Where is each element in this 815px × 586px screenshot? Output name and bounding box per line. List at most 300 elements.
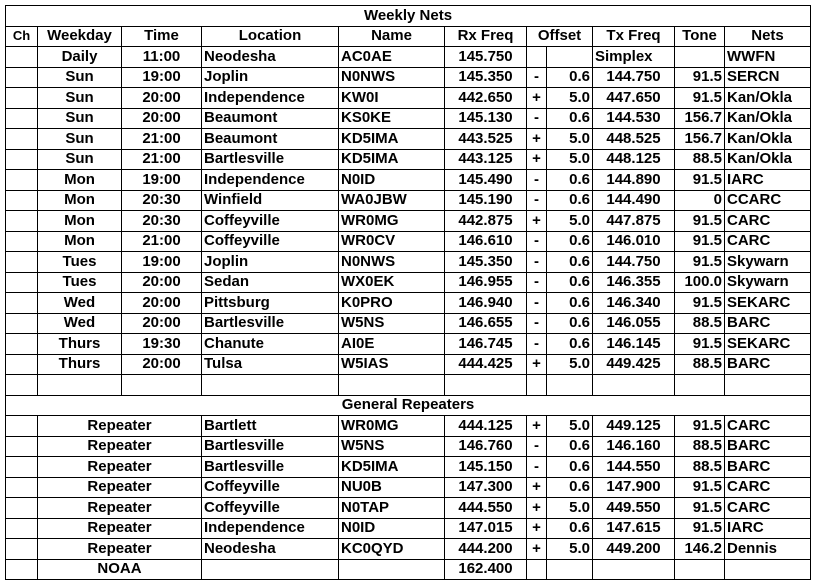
tx-freq-cell: 447.875 bbox=[593, 211, 675, 232]
tone-cell: 156.7 bbox=[675, 108, 725, 129]
weekday-cell: Thurs bbox=[38, 354, 122, 375]
tx-freq-cell: 146.340 bbox=[593, 293, 675, 314]
weekday-cell: Mon bbox=[38, 231, 122, 252]
weekday-cell: Mon bbox=[38, 190, 122, 211]
tx-freq-cell: 448.125 bbox=[593, 149, 675, 170]
net-cell: IARC bbox=[725, 518, 811, 539]
rx-freq-cell: 145.350 bbox=[445, 67, 527, 88]
tone-cell: 91.5 bbox=[675, 67, 725, 88]
ch-cell bbox=[6, 67, 38, 88]
net-cell: SEKARC bbox=[725, 334, 811, 355]
tx-freq-cell: 144.550 bbox=[593, 457, 675, 478]
tone-cell: 88.5 bbox=[675, 313, 725, 334]
table-row bbox=[6, 477, 811, 498]
offset-value-cell: 0.6 bbox=[547, 108, 593, 129]
tone-cell bbox=[675, 375, 725, 396]
callsign-cell: KD5IMA bbox=[339, 457, 445, 478]
offset-sign-cell: + bbox=[527, 416, 547, 437]
tx-freq-cell: 144.490 bbox=[593, 190, 675, 211]
location-cell: Bartlesville bbox=[202, 457, 339, 478]
offset-sign-cell: - bbox=[527, 457, 547, 478]
tx-freq-cell: 144.750 bbox=[593, 252, 675, 273]
location-cell: Pittsburg bbox=[202, 293, 339, 314]
table-row bbox=[6, 149, 811, 170]
callsign-cell bbox=[339, 559, 445, 580]
tone-cell bbox=[675, 559, 725, 580]
offset-sign-cell: - bbox=[527, 313, 547, 334]
offset-value-cell: 0.6 bbox=[547, 170, 593, 191]
column-header-time: Time bbox=[122, 26, 202, 47]
offset-sign-cell: + bbox=[527, 539, 547, 560]
net-cell: Kan/Okla bbox=[725, 129, 811, 150]
callsign-cell: W5NS bbox=[339, 436, 445, 457]
rx-freq-cell: 146.745 bbox=[445, 334, 527, 355]
column-header-tx-freq: Tx Freq bbox=[593, 26, 675, 47]
tone-cell bbox=[675, 47, 725, 68]
column-header-ch: Ch bbox=[6, 26, 38, 47]
time-cell: 20:00 bbox=[122, 354, 202, 375]
repeater-type-cell: Repeater bbox=[38, 518, 202, 539]
time-cell: 19:00 bbox=[122, 67, 202, 88]
table-row bbox=[6, 88, 811, 109]
general-repeaters-title: General Repeaters bbox=[6, 395, 811, 416]
time-cell: 20:00 bbox=[122, 313, 202, 334]
net-cell: CARC bbox=[725, 477, 811, 498]
ch-cell bbox=[6, 539, 38, 560]
net-cell: CARC bbox=[725, 416, 811, 437]
time-cell: 20:30 bbox=[122, 190, 202, 211]
location-cell bbox=[202, 559, 339, 580]
table-row bbox=[6, 518, 811, 539]
offset-value-cell: 5.0 bbox=[547, 149, 593, 170]
offset-sign-cell bbox=[527, 47, 547, 68]
location-cell: Independence bbox=[202, 170, 339, 191]
offset-value-cell: 0.6 bbox=[547, 231, 593, 252]
rx-freq-cell: 145.130 bbox=[445, 108, 527, 129]
tone-cell: 91.5 bbox=[675, 416, 725, 437]
rx-freq-cell: 442.875 bbox=[445, 211, 527, 232]
net-cell: IARC bbox=[725, 170, 811, 191]
weekday-cell: Tues bbox=[38, 252, 122, 273]
tx-freq-cell: 144.750 bbox=[593, 67, 675, 88]
time-cell: 21:00 bbox=[122, 129, 202, 150]
ch-cell bbox=[6, 498, 38, 519]
location-cell: Joplin bbox=[202, 252, 339, 273]
weekday-cell: Mon bbox=[38, 170, 122, 191]
callsign-cell: K0PRO bbox=[339, 293, 445, 314]
tx-freq-cell: 147.615 bbox=[593, 518, 675, 539]
net-cell: BARC bbox=[725, 313, 811, 334]
net-cell: WWFN bbox=[725, 47, 811, 68]
table-row bbox=[6, 457, 811, 478]
offset-sign-cell: - bbox=[527, 252, 547, 273]
location-cell: Beaumont bbox=[202, 108, 339, 129]
net-cell: BARC bbox=[725, 457, 811, 478]
repeater-type-cell: Repeater bbox=[38, 539, 202, 560]
ch-cell bbox=[6, 375, 38, 396]
rx-freq-cell: 145.190 bbox=[445, 190, 527, 211]
time-cell: 19:00 bbox=[122, 252, 202, 273]
tx-freq-cell: 449.200 bbox=[593, 539, 675, 560]
nets-table-body bbox=[6, 6, 811, 580]
offset-value-cell: 0.6 bbox=[547, 457, 593, 478]
offset-sign-cell: - bbox=[527, 293, 547, 314]
offset-sign-cell: - bbox=[527, 170, 547, 191]
table-row bbox=[6, 272, 811, 293]
location-cell: Independence bbox=[202, 518, 339, 539]
location-cell: Coffeyville bbox=[202, 477, 339, 498]
tone-cell: 91.5 bbox=[675, 518, 725, 539]
net-cell bbox=[725, 375, 811, 396]
tone-cell: 88.5 bbox=[675, 149, 725, 170]
ch-cell bbox=[6, 170, 38, 191]
callsign-cell: KD5IMA bbox=[339, 149, 445, 170]
rx-freq-cell: 146.955 bbox=[445, 272, 527, 293]
tone-cell: 91.5 bbox=[675, 252, 725, 273]
offset-value-cell bbox=[547, 375, 593, 396]
tone-cell: 91.5 bbox=[675, 477, 725, 498]
table-row bbox=[6, 313, 811, 334]
time-cell: 21:00 bbox=[122, 149, 202, 170]
tone-cell: 146.2 bbox=[675, 539, 725, 560]
tx-freq-cell: 449.125 bbox=[593, 416, 675, 437]
tx-freq-cell: 146.145 bbox=[593, 334, 675, 355]
tone-cell: 91.5 bbox=[675, 170, 725, 191]
table-row bbox=[6, 498, 811, 519]
rx-freq-cell: 146.760 bbox=[445, 436, 527, 457]
offset-sign-cell bbox=[527, 375, 547, 396]
ch-cell bbox=[6, 47, 38, 68]
weekday-cell: Wed bbox=[38, 313, 122, 334]
tx-freq-cell: 448.525 bbox=[593, 129, 675, 150]
table-row bbox=[6, 375, 811, 396]
time-cell: 20:30 bbox=[122, 211, 202, 232]
table-row bbox=[6, 354, 811, 375]
location-cell: Coffeyville bbox=[202, 211, 339, 232]
table-row bbox=[6, 539, 811, 560]
offset-value-cell: 0.6 bbox=[547, 334, 593, 355]
weekday-cell: Wed bbox=[38, 293, 122, 314]
ch-cell bbox=[6, 416, 38, 437]
time-cell: 19:00 bbox=[122, 170, 202, 191]
table-row bbox=[6, 293, 811, 314]
callsign-cell: WR0CV bbox=[339, 231, 445, 252]
repeater-type-cell: NOAA bbox=[38, 559, 202, 580]
tx-freq-cell: 449.550 bbox=[593, 498, 675, 519]
net-cell: Skywarn bbox=[725, 252, 811, 273]
location-cell: Bartlesville bbox=[202, 436, 339, 457]
net-cell: SERCN bbox=[725, 67, 811, 88]
column-header-rx-freq: Rx Freq bbox=[445, 26, 527, 47]
net-cell: Skywarn bbox=[725, 272, 811, 293]
tx-freq-cell: 146.010 bbox=[593, 231, 675, 252]
ch-cell bbox=[6, 293, 38, 314]
tone-cell: 88.5 bbox=[675, 436, 725, 457]
ch-cell bbox=[6, 272, 38, 293]
ch-cell bbox=[6, 457, 38, 478]
ch-cell bbox=[6, 88, 38, 109]
rx-freq-cell: 146.940 bbox=[445, 293, 527, 314]
rx-freq-cell: 442.650 bbox=[445, 88, 527, 109]
location-cell: Coffeyville bbox=[202, 498, 339, 519]
column-header-weekday: Weekday bbox=[38, 26, 122, 47]
offset-sign-cell: - bbox=[527, 108, 547, 129]
offset-value-cell: 5.0 bbox=[547, 539, 593, 560]
callsign-cell: AI0E bbox=[339, 334, 445, 355]
callsign-cell: W5IAS bbox=[339, 354, 445, 375]
callsign-cell: N0ID bbox=[339, 170, 445, 191]
net-cell: Kan/Okla bbox=[725, 149, 811, 170]
weekday-cell: Sun bbox=[38, 67, 122, 88]
net-cell bbox=[725, 559, 811, 580]
ch-cell bbox=[6, 436, 38, 457]
rx-freq-cell bbox=[445, 375, 527, 396]
tx-freq-cell bbox=[593, 375, 675, 396]
weekly-nets-title: Weekly Nets bbox=[6, 6, 811, 27]
time-cell bbox=[122, 375, 202, 396]
offset-sign-cell: - bbox=[527, 190, 547, 211]
location-cell: Independence bbox=[202, 88, 339, 109]
ch-cell bbox=[6, 559, 38, 580]
nets-table bbox=[5, 5, 811, 580]
location-cell: Coffeyville bbox=[202, 231, 339, 252]
offset-value-cell bbox=[547, 559, 593, 580]
location-cell: Neodesha bbox=[202, 539, 339, 560]
table-row bbox=[6, 108, 811, 129]
location-cell: Bartlesville bbox=[202, 313, 339, 334]
tx-freq-cell: 146.055 bbox=[593, 313, 675, 334]
tone-cell: 0 bbox=[675, 190, 725, 211]
callsign-cell: NU0B bbox=[339, 477, 445, 498]
net-cell: Dennis bbox=[725, 539, 811, 560]
rx-freq-cell: 444.550 bbox=[445, 498, 527, 519]
offset-value-cell: 5.0 bbox=[547, 211, 593, 232]
offset-value-cell: 0.6 bbox=[547, 190, 593, 211]
column-header-offset: Offset bbox=[527, 26, 593, 47]
callsign-cell: N0TAP bbox=[339, 498, 445, 519]
ch-cell bbox=[6, 334, 38, 355]
callsign-cell: KC0QYD bbox=[339, 539, 445, 560]
rx-freq-cell: 444.125 bbox=[445, 416, 527, 437]
offset-sign-cell: - bbox=[527, 334, 547, 355]
rx-freq-cell: 146.610 bbox=[445, 231, 527, 252]
time-cell: 20:00 bbox=[122, 88, 202, 109]
table-row bbox=[6, 416, 811, 437]
offset-sign-cell: + bbox=[527, 518, 547, 539]
repeater-type-cell: Repeater bbox=[38, 436, 202, 457]
offset-sign-cell: + bbox=[527, 88, 547, 109]
offset-sign-cell: - bbox=[527, 231, 547, 252]
net-cell: CARC bbox=[725, 211, 811, 232]
offset-value-cell: 5.0 bbox=[547, 88, 593, 109]
net-cell: CARC bbox=[725, 231, 811, 252]
net-cell: BARC bbox=[725, 436, 811, 457]
tx-freq-cell: Simplex bbox=[593, 47, 675, 68]
offset-sign-cell: - bbox=[527, 67, 547, 88]
table-row bbox=[6, 231, 811, 252]
column-header-tone: Tone bbox=[675, 26, 725, 47]
tone-cell: 91.5 bbox=[675, 211, 725, 232]
offset-value-cell: 0.6 bbox=[547, 436, 593, 457]
tone-cell: 91.5 bbox=[675, 334, 725, 355]
rx-freq-cell: 147.300 bbox=[445, 477, 527, 498]
offset-sign-cell bbox=[527, 559, 547, 580]
callsign-cell: N0ID bbox=[339, 518, 445, 539]
net-cell: CARC bbox=[725, 498, 811, 519]
tone-cell: 91.5 bbox=[675, 88, 725, 109]
time-cell: 21:00 bbox=[122, 231, 202, 252]
rx-freq-cell: 145.150 bbox=[445, 457, 527, 478]
ch-cell bbox=[6, 190, 38, 211]
location-cell: Chanute bbox=[202, 334, 339, 355]
offset-value-cell: 0.6 bbox=[547, 518, 593, 539]
tx-freq-cell: 144.890 bbox=[593, 170, 675, 191]
repeater-type-cell: Repeater bbox=[38, 416, 202, 437]
net-cell: BARC bbox=[725, 354, 811, 375]
offset-sign-cell: + bbox=[527, 354, 547, 375]
tone-cell: 100.0 bbox=[675, 272, 725, 293]
time-cell: 11:00 bbox=[122, 47, 202, 68]
net-cell: Kan/Okla bbox=[725, 108, 811, 129]
callsign-cell: N0NWS bbox=[339, 67, 445, 88]
column-header-location: Location bbox=[202, 26, 339, 47]
callsign-cell: WR0MG bbox=[339, 416, 445, 437]
rx-freq-cell: 443.525 bbox=[445, 129, 527, 150]
callsign-cell: W5NS bbox=[339, 313, 445, 334]
column-header-row bbox=[6, 26, 811, 47]
ch-cell bbox=[6, 149, 38, 170]
callsign-cell: KS0KE bbox=[339, 108, 445, 129]
weekday-cell: Tues bbox=[38, 272, 122, 293]
time-cell: 19:30 bbox=[122, 334, 202, 355]
tx-freq-cell: 146.355 bbox=[593, 272, 675, 293]
location-cell: Bartlesville bbox=[202, 149, 339, 170]
rx-freq-cell: 145.490 bbox=[445, 170, 527, 191]
offset-value-cell: 5.0 bbox=[547, 354, 593, 375]
callsign-cell: WR0MG bbox=[339, 211, 445, 232]
table-row bbox=[6, 211, 811, 232]
offset-sign-cell: - bbox=[527, 272, 547, 293]
tone-cell: 156.7 bbox=[675, 129, 725, 150]
table-row bbox=[6, 170, 811, 191]
ch-cell bbox=[6, 231, 38, 252]
table-row bbox=[6, 190, 811, 211]
offset-value-cell: 5.0 bbox=[547, 416, 593, 437]
table-row bbox=[6, 334, 811, 355]
column-header-name: Name bbox=[339, 26, 445, 47]
callsign-cell: KW0I bbox=[339, 88, 445, 109]
tone-cell: 88.5 bbox=[675, 354, 725, 375]
table-row bbox=[6, 436, 811, 457]
tone-cell: 88.5 bbox=[675, 457, 725, 478]
offset-sign-cell: + bbox=[527, 211, 547, 232]
location-cell: Bartlett bbox=[202, 416, 339, 437]
weekday-cell: Mon bbox=[38, 211, 122, 232]
repeater-type-cell: Repeater bbox=[38, 498, 202, 519]
callsign-cell: WX0EK bbox=[339, 272, 445, 293]
offset-value-cell: 0.6 bbox=[547, 252, 593, 273]
table-row bbox=[6, 252, 811, 273]
ch-cell bbox=[6, 129, 38, 150]
rx-freq-cell: 444.200 bbox=[445, 539, 527, 560]
ch-cell bbox=[6, 108, 38, 129]
location-cell: Sedan bbox=[202, 272, 339, 293]
tone-cell: 91.5 bbox=[675, 498, 725, 519]
rx-freq-cell: 443.125 bbox=[445, 149, 527, 170]
weekday-cell: Sun bbox=[38, 108, 122, 129]
offset-sign-cell: + bbox=[527, 498, 547, 519]
rx-freq-cell: 162.400 bbox=[445, 559, 527, 580]
tx-freq-cell: 447.650 bbox=[593, 88, 675, 109]
offset-sign-cell: + bbox=[527, 129, 547, 150]
tx-freq-cell: 449.425 bbox=[593, 354, 675, 375]
location-cell: Tulsa bbox=[202, 354, 339, 375]
general-repeaters-title-row bbox=[6, 395, 811, 416]
location-cell: Neodesha bbox=[202, 47, 339, 68]
tx-freq-cell: 146.160 bbox=[593, 436, 675, 457]
offset-sign-cell: + bbox=[527, 477, 547, 498]
tone-cell: 91.5 bbox=[675, 293, 725, 314]
location-cell: Beaumont bbox=[202, 129, 339, 150]
time-cell: 20:00 bbox=[122, 108, 202, 129]
tx-freq-cell bbox=[593, 559, 675, 580]
offset-value-cell: 0.6 bbox=[547, 67, 593, 88]
rx-freq-cell: 145.750 bbox=[445, 47, 527, 68]
table-row bbox=[6, 559, 811, 580]
weekday-cell: Sun bbox=[38, 88, 122, 109]
repeater-type-cell: Repeater bbox=[38, 477, 202, 498]
offset-value-cell: 5.0 bbox=[547, 129, 593, 150]
location-cell: Joplin bbox=[202, 67, 339, 88]
offset-value-cell: 0.6 bbox=[547, 477, 593, 498]
ch-cell bbox=[6, 211, 38, 232]
offset-value-cell: 0.6 bbox=[547, 313, 593, 334]
callsign-cell: KD5IMA bbox=[339, 129, 445, 150]
callsign-cell: WA0JBW bbox=[339, 190, 445, 211]
location-cell: Winfield bbox=[202, 190, 339, 211]
table-row bbox=[6, 129, 811, 150]
tx-freq-cell: 147.900 bbox=[593, 477, 675, 498]
rx-freq-cell: 146.655 bbox=[445, 313, 527, 334]
weekly-nets-title-row bbox=[6, 6, 811, 27]
ch-cell bbox=[6, 252, 38, 273]
weekday-cell: Thurs bbox=[38, 334, 122, 355]
rx-freq-cell: 444.425 bbox=[445, 354, 527, 375]
callsign-cell bbox=[339, 375, 445, 396]
table-row bbox=[6, 67, 811, 88]
offset-value-cell: 5.0 bbox=[547, 498, 593, 519]
offset-value-cell bbox=[547, 47, 593, 68]
weekday-cell bbox=[38, 375, 122, 396]
net-cell: SEKARC bbox=[725, 293, 811, 314]
tx-freq-cell: 144.530 bbox=[593, 108, 675, 129]
ch-cell bbox=[6, 477, 38, 498]
rx-freq-cell: 145.350 bbox=[445, 252, 527, 273]
repeater-type-cell: Repeater bbox=[38, 457, 202, 478]
net-cell: Kan/Okla bbox=[725, 88, 811, 109]
table-row bbox=[6, 47, 811, 68]
ch-cell bbox=[6, 354, 38, 375]
offset-value-cell: 0.6 bbox=[547, 293, 593, 314]
offset-sign-cell: + bbox=[527, 149, 547, 170]
ch-cell bbox=[6, 313, 38, 334]
rx-freq-cell: 147.015 bbox=[445, 518, 527, 539]
weekday-cell: Daily bbox=[38, 47, 122, 68]
ch-cell bbox=[6, 518, 38, 539]
location-cell bbox=[202, 375, 339, 396]
net-cell: CCARC bbox=[725, 190, 811, 211]
time-cell: 20:00 bbox=[122, 293, 202, 314]
